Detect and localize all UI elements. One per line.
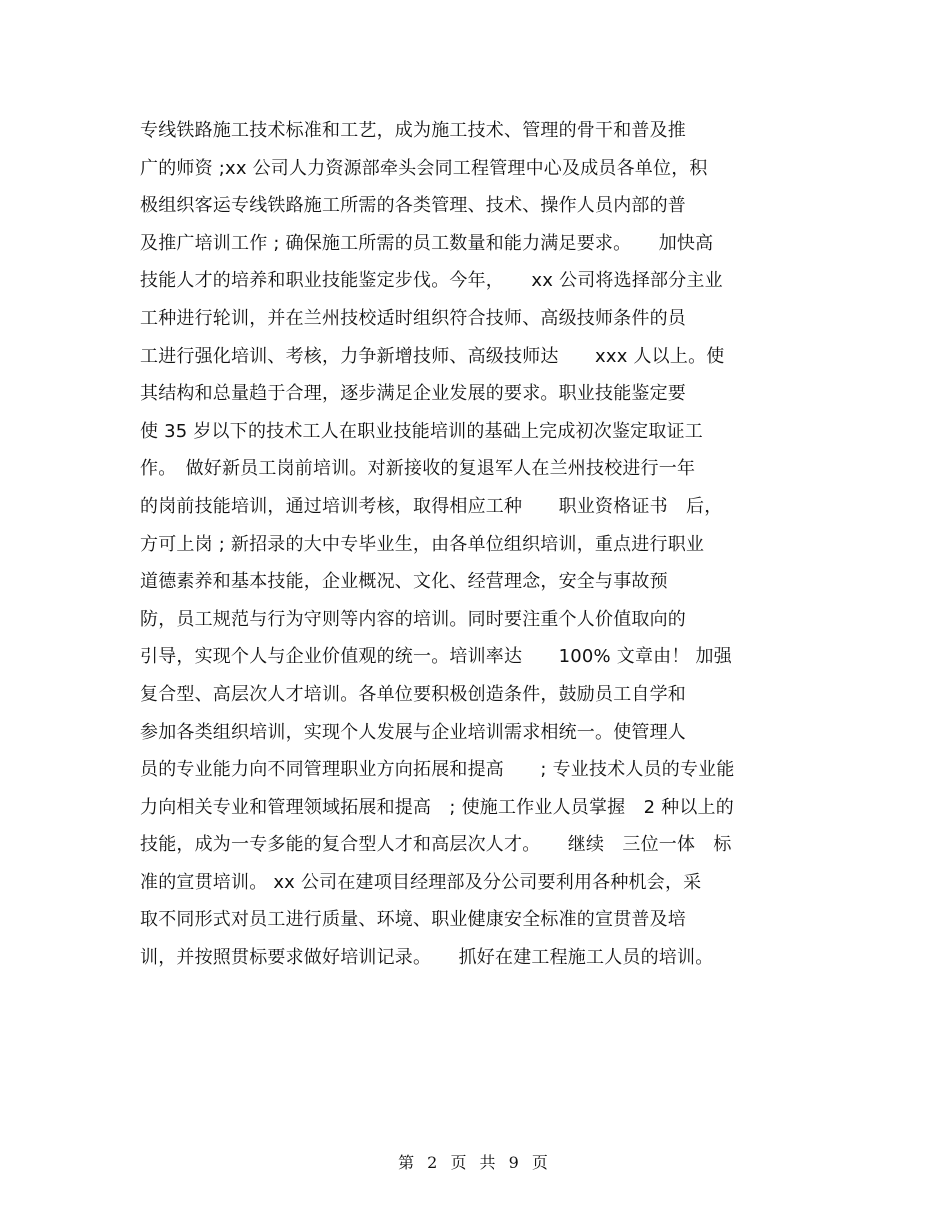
text-line-18: 员的专业能力向不同管理职业方向拓展和提高 ; 专业技术人员的专业能 (140, 759, 735, 781)
text-line-17: 参加各类组织培训，实现个人发展与企业培训需求相统一。使管理人 (140, 721, 686, 743)
text-line-9: 使 35 岁以下的技术工人在职业技能培训的基础上完成初次鉴定取证工 (140, 420, 703, 442)
text-line-5: 技能人才的培养和职业技能鉴定步伐。今年， xx 公司将选择部分主业 (140, 270, 723, 292)
text-line-20: 技能，成为一专多能的复合型人才和高层次人才。 继续 三位一体 标 (140, 834, 732, 856)
text-line-3: 极组织客运专线铁路施工所需的各类管理、技术、操作人员内部的普 (140, 195, 686, 217)
text-line-13: 道德素养和基本技能，企业概况、文化、经营理念，安全与事故预 (140, 571, 668, 593)
text-line-19: 力向相关专业和管理领域拓展和提高 ; 使施工作业人员掌握 2 种以上的 (140, 796, 734, 818)
text-line-22: 取不同形式对员工进行质量、环境、职业健康安全标准的宣贯普及培 (140, 909, 686, 931)
text-line-7: 工进行强化培训、考核，力争新增技师、高级技师达 xxx 人以上。使 (140, 345, 725, 367)
text-line-23: 训，并按照贯标要求做好培训记录。 抓好在建工程施工人员的培训。 (140, 947, 714, 969)
text-line-11: 的岗前技能培训，通过培训考核，取得相应工种 职业资格证书 后， (140, 495, 723, 517)
text-line-1: 专线铁路施工技术标准和工艺，成为施工技术、管理的骨干和普及推 (140, 120, 686, 141)
text-line-8: 其结构和总量趋于合理，逐步满足企业发展的要求。职业技能鉴定要 (140, 383, 686, 405)
page-number-footer: 第 2 页 共 9 页 (398, 1153, 552, 1172)
text-line-21: 准的宣贯培训。 xx 公司在建项目经理部及分公司要利用各种机会，采 (140, 871, 702, 893)
body-text (140, 112, 820, 977)
text-line-4: 及推广培训工作 ; 确保施工所需的员工数量和能力满足要求。 加快高 (140, 232, 714, 254)
text-line-15: 引导，实现个人与企业价值观的统一。培训率达 100% 文章由！ 加强 (140, 646, 732, 668)
text-line-12: 方可上岗 ; 新招录的大中专毕业生，由各单位组织培训，重点进行职业 (140, 533, 705, 555)
text-line-6: 工种进行轮训，并在兰州技校适时组织符合技师、高级技师条件的员 (140, 307, 686, 329)
text-line-2: 广的师资 ;xx 公司人力资源部牵头会同工程管理中心及成员各单位，积 (140, 157, 708, 179)
text-line-16: 复合型、高层次人才培训。各单位要积极创造条件，鼓励员工自学和 (140, 683, 686, 705)
text-line-14: 防，员工规范与行为守则等内容的培训。同时要注重个人价值取向的 (140, 608, 686, 630)
text-line-10: 作。 做好新员工岗前培训。对新接收的复退军人在兰州技校进行一年 (140, 458, 696, 480)
